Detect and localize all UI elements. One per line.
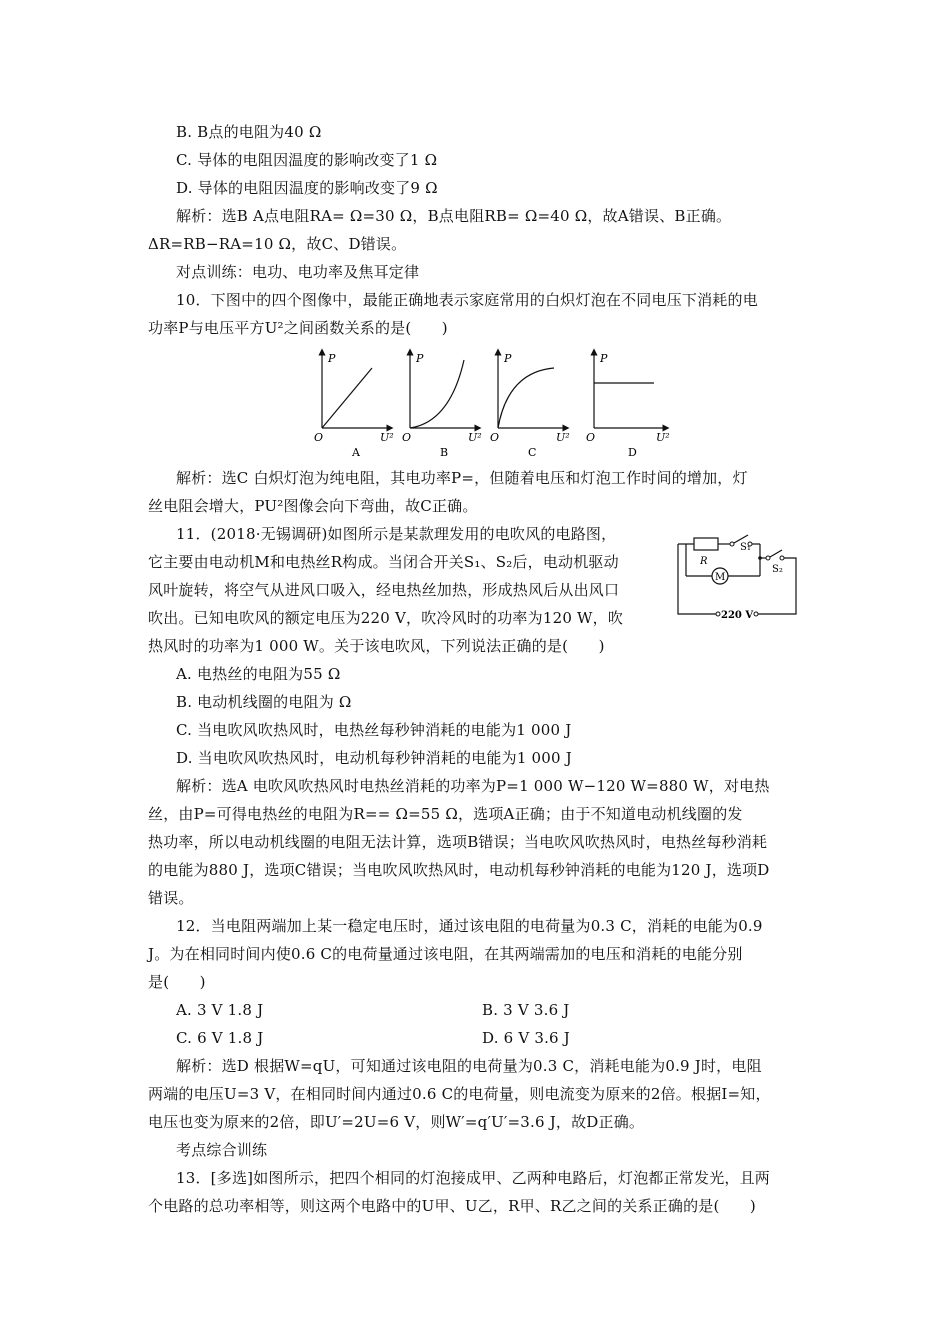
q13-stem-line-1: 13．[多选]如图所示，把四个相同的灯泡接成甲、乙两种电路后，灯泡都正常发光，且两 [176,1169,770,1187]
q12-option-b: B. 3 V 3.6 J [482,1001,570,1019]
q12-stem-line-3: 是( ) [148,973,206,991]
graph-a-caption: A [352,446,360,459]
q11-analysis-line-5: 错误。 [148,889,194,907]
q11-option-c: C. 当电吹风吹热风时，电热丝每秒钟消耗的电能为1 000 J [176,721,572,739]
graph-b-origin: O [402,431,412,444]
q11-option-b: B. 电动机线圈的电阻为 Ω [176,693,352,711]
q11-stem-line-3: 风叶旋转，将空气从进风口吸入，经电热丝加热，形成热风后从出风口 [148,581,620,599]
q12-stem-line-1: 12．当电阻两端加上某一稳定电压时，通过该电阻的电荷量为0.3 C，消耗的电能为0.9 [176,917,763,935]
q9-option-c: C. 导体的电阻因温度的影响改变了1 Ω [176,151,438,169]
graph-b-y-label: P [416,352,424,365]
q10-analysis-line-1: 解析：选C 白炽灯泡为纯电阻，其电功率P=，但随着电压和灯泡工作时间的增加，灯 [176,469,748,487]
q11-analysis-line-4: 的电能为880 J，选项C错误；当电吹风吹热风时，电动机每秒钟消耗的电能为120 J，选项D [148,861,770,879]
graph-b-caption: B [440,446,449,459]
section-heading-electric-work: 对点训练：电功、电功率及焦耳定律 [176,263,420,281]
resistor-label: R [700,556,708,567]
q11-analysis-line-2: 丝，由P=可得电热丝的电阻为R== Ω=55 Ω，选项A正确；由于不知道电动机线圈的发 [148,805,743,823]
q12-option-a: A. 3 V 1.8 J [176,1001,264,1019]
graph-c-origin: O [490,431,500,444]
q11-analysis-line-3: 热功率，所以电动机线圈的电阻无法计算，选项B错误；当电吹风吹热风时，电热丝每秒消耗 [148,833,768,851]
graph-a-origin: O [314,431,324,444]
switch-s2 [770,550,782,557]
graph-d-origin: O [586,431,596,444]
graph-d [586,352,670,459]
q12-stem-line-2: J。为在相同时间内使0.6 C的电荷量通过该电阻，在其两端需加的电压和消耗的电能分别 [148,945,743,963]
switch-s2-label: S₂ [772,564,783,575]
q10-stem-line-1: 10．下图中的四个图像中，最能正确地表示家庭常用的白炽灯泡在不同电压下消耗的电 [176,291,758,309]
graph-c-curve [498,368,554,428]
q11-stem-line-5: 热风时的功率为1 000 W。关于该电吹风，下列说法正确的是( ) [148,637,605,655]
graph-b-curve [410,360,464,428]
q9-analysis-line-1: 解析：选B A点电阻RA= Ω=30 Ω，B点电阻RB= Ω=40 Ω，故A错误、B正确。 [176,207,732,225]
q11-option-d: D. 当电吹风吹热风时，电动机每秒钟消耗的电能为1 000 J [176,749,572,767]
resistor-r [694,538,718,550]
graph-a-x-label: U² [380,431,394,444]
q12-analysis-line-2: 两端的电压U=3 V，在相同时间内通过0.6 C的电荷量，则电流变为原来的2倍。根据I=知， [148,1085,771,1103]
q12-option-d: D. 6 V 3.6 J [482,1029,570,1047]
q12-option-c: C. 6 V 1.8 J [176,1029,264,1047]
graph-d-x-label: U² [656,431,670,444]
q11-stem-line-4: 吹出。已知电吹风的额定电压为220 V，吹冷风时的功率为120 W，吹 [148,609,624,627]
q12-analysis-line-3: 电压也变为原来的2倍，即U′=2U=6 V，则W′=q′U′=3.6 J，故D正确。 [148,1113,645,1131]
q11-option-a: A. 电热丝的电阻为55 Ω [176,665,341,683]
q11-stem-line-1: 11．(2018·无锡调研)如图所示是某款理发用的电吹风的电路图， [176,525,617,543]
graph-d-y-label: P [600,352,608,365]
q13-stem-line-2: 个电路的总功率相等，则这两个电路中的U甲、U乙，R甲、R乙之间的关系正确的是( ) [148,1197,756,1215]
q10-graphs-figure [310,346,690,460]
q10-stem-line-2: 功率P与电压平方U²之间函数关系的是( ) [148,319,448,337]
q12-analysis-line-1: 解析：选D 根据W=qU，可知通过该电阻的电荷量为0.3 C，消耗电能为0.9 J时，电阻 [176,1057,762,1075]
q10-analysis-line-2: 丝电阻会增大，PU²图像会向下弯曲，故C正确。 [148,497,478,515]
graph-c [490,352,570,459]
graph-a-curve [322,368,372,428]
graph-c-x-label: U² [556,431,570,444]
voltage-label: 220 V [721,610,754,621]
q11-analysis-line-1: 解析：选A 电吹风吹热风时电热丝消耗的功率为P=1 000 W−120 W=880 W，对电热 [176,777,770,795]
graph-b [402,352,482,459]
q9-analysis-line-2: ΔR=RB−RA=10 Ω，故C、D错误。 [148,235,407,253]
graph-a-y-label: P [328,352,336,365]
graph-c-y-label: P [504,352,512,365]
q9-option-b: B. B点的电阻为40 Ω [176,123,322,141]
graph-b-x-label: U² [468,431,482,444]
q9-option-d: D. 导体的电阻因温度的影响改变了9 Ω [176,179,438,197]
motor-label: M [715,572,726,583]
switch-s1-label: S₁ [740,542,751,553]
graph-d-caption: D [628,446,637,459]
section-heading-comprehensive: 考点综合训练 [176,1141,268,1159]
q11-stem-line-2: 它主要由电动机M和电热丝R构成。当闭合开关S₁、S₂后，电动机驱动 [148,553,619,571]
q11-circuit-diagram [664,520,804,630]
graph-a [314,352,394,459]
graph-c-caption: C [528,446,537,459]
